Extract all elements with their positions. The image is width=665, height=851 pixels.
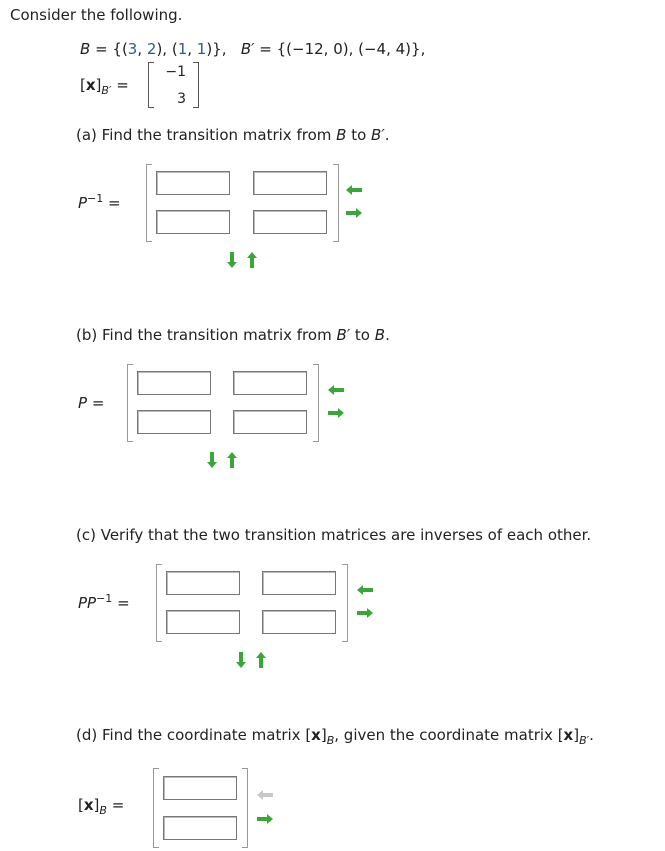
matrix-bracket-left	[146, 164, 152, 242]
part-d-prompt	[76, 726, 594, 747]
prompt-text: , given the coordinate matrix [	[334, 726, 564, 744]
comma: ,	[187, 40, 197, 58]
x-symbol: x	[85, 76, 96, 94]
p-inverse-cell-r1c1[interactable]	[156, 171, 230, 195]
eq-sign: =	[87, 394, 105, 412]
remove-column-arrow-icon[interactable]	[357, 584, 373, 596]
bracket: ]	[573, 726, 580, 744]
basis-bprime-values: = {(−12, 0), (−4, 4)},	[254, 40, 426, 58]
matrix-bracket-right	[333, 164, 339, 242]
remove-row-arrow-icon[interactable]	[226, 451, 238, 469]
prompt-text: to	[350, 326, 375, 344]
matrix-bracket-right	[313, 364, 319, 442]
p-label	[78, 394, 104, 412]
prompt-text: .	[385, 326, 390, 344]
basis-bprime-label: B′	[240, 40, 255, 58]
pp-inverse-cell-r2c1[interactable]	[166, 610, 240, 634]
p-cell-r1c1[interactable]	[137, 371, 211, 395]
eq-sign: = {(	[90, 40, 128, 58]
remove-column-arrow-icon[interactable]	[328, 384, 344, 396]
from-basis: B	[336, 126, 347, 144]
prompt-text: (a) Find the transition matrix from	[76, 126, 337, 144]
basis-definitions	[80, 40, 425, 58]
prompt-text: to	[346, 126, 372, 144]
part-a-prompt	[76, 126, 390, 144]
x-symbol: x	[311, 726, 321, 744]
matrix-bracket-right	[242, 768, 248, 848]
add-row-arrow-icon[interactable]	[226, 251, 238, 269]
prompt-text: (b) Find the transition matrix from	[76, 326, 337, 344]
remove-column-arrow-icon[interactable]	[346, 184, 362, 196]
b-val-2: 2	[146, 40, 157, 58]
prompt-text: .	[589, 726, 594, 744]
x-bprime-label: $[x]_{B'}$ =	[80, 76, 129, 97]
b-val-4: 1	[196, 40, 207, 58]
b-val-1: 3	[127, 40, 138, 58]
remove-row-arrow-icon[interactable]	[255, 651, 267, 669]
remove-row-arrow-icon[interactable]	[246, 251, 258, 269]
p-symbol: P	[78, 394, 88, 412]
comma: ,	[137, 40, 147, 58]
p-inverse-cell-r2c2[interactable]	[253, 210, 327, 234]
prompt-text: .	[384, 126, 390, 144]
add-column-arrow-icon[interactable]	[346, 207, 362, 219]
b-val-3: 1	[177, 40, 188, 58]
basis-b-label: B	[80, 40, 91, 58]
eq-sign: =	[106, 796, 125, 814]
p-symbol: P	[78, 194, 88, 212]
intro-text: Consider the following.	[10, 6, 183, 24]
inverse-superscript: −1	[96, 592, 113, 605]
prompt-text: (d) Find the coordinate matrix [	[76, 726, 312, 744]
p-cell-r2c1[interactable]	[137, 410, 211, 434]
to-basis: B	[374, 326, 386, 344]
x-symbol: x	[563, 726, 574, 744]
x-b-label: $[x]_B$ =	[78, 796, 125, 817]
vector-bracket-right	[193, 62, 199, 108]
p-cell-r2c2[interactable]	[233, 410, 307, 434]
x-bprime-value-2: 3	[177, 91, 186, 107]
x-subscript: B′	[101, 84, 112, 97]
part-c-prompt: (c) Verify that the two transition matrices are inverses of each other.	[76, 526, 592, 544]
eq-sign: =	[111, 76, 129, 94]
add-column-arrow-icon[interactable]	[257, 813, 273, 825]
pp-inverse-cell-r1c2[interactable]	[262, 571, 336, 595]
pp-inverse-cell-r2c2[interactable]	[262, 610, 336, 634]
x-symbol: x	[83, 796, 94, 814]
x-b-cell-r2[interactable]	[163, 816, 237, 840]
vector-bracket-left	[148, 62, 154, 108]
eq-sign: =	[112, 594, 130, 612]
p-inverse-cell-r2c1[interactable]	[156, 210, 230, 234]
p-inverse-label	[78, 194, 121, 212]
add-row-arrow-icon[interactable]	[235, 651, 247, 669]
from-basis: B′	[336, 326, 351, 344]
eq-sign: =	[103, 194, 121, 212]
pp-symbol: PP	[78, 594, 97, 612]
remove-column-arrow-disabled-icon	[257, 789, 273, 801]
paren-close: )},	[206, 40, 232, 58]
x-bprime-value-1: −1	[165, 64, 186, 80]
add-row-arrow-icon[interactable]	[206, 451, 218, 469]
add-column-arrow-icon[interactable]	[328, 407, 344, 419]
subscript: B′	[579, 734, 590, 747]
to-basis: B′	[371, 126, 385, 144]
paren: ), (	[156, 40, 178, 58]
p-inverse-cell-r1c2[interactable]	[253, 171, 327, 195]
part-b-prompt	[76, 326, 390, 344]
matrix-bracket-left	[156, 564, 162, 642]
p-cell-r1c2[interactable]	[233, 371, 307, 395]
pp-inverse-cell-r1c1[interactable]	[166, 571, 240, 595]
x-b-cell-r1[interactable]	[163, 776, 237, 800]
subscript: B	[326, 734, 335, 747]
matrix-bracket-left	[153, 768, 159, 848]
subscript: B	[99, 804, 107, 817]
pp-inverse-label	[78, 594, 130, 612]
add-column-arrow-icon[interactable]	[357, 607, 373, 619]
bracket: ]	[320, 726, 327, 744]
matrix-bracket-right	[342, 564, 348, 642]
matrix-bracket-left	[127, 364, 133, 442]
inverse-superscript: −1	[87, 192, 104, 205]
